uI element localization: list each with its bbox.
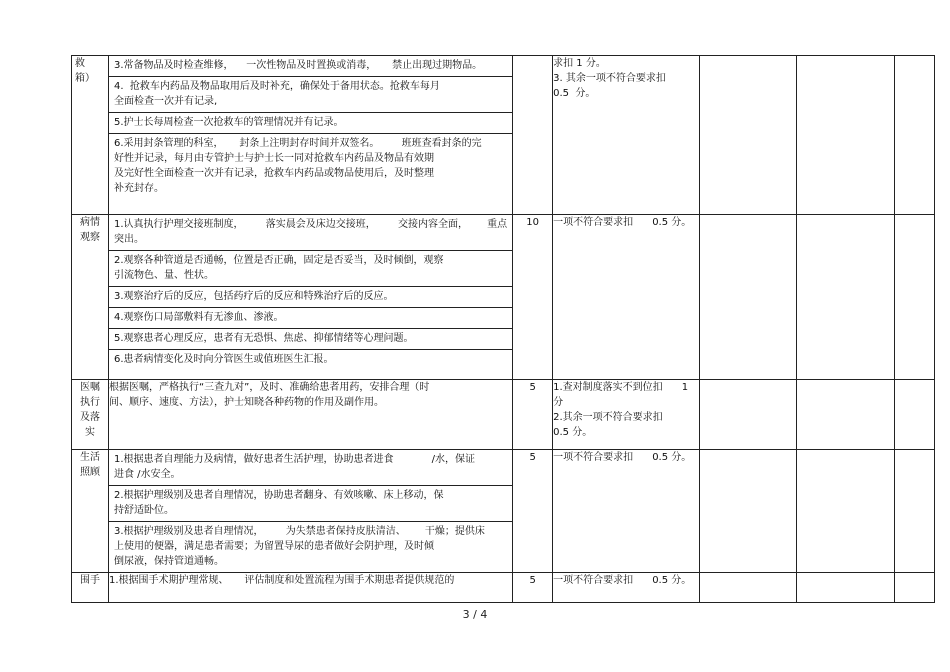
- blank-cell: [700, 215, 797, 380]
- score-cell: 5: [513, 380, 553, 450]
- item-line: 3.根据护理级别及患者自理情况， 为失禁患者保持皮肤清洁、 干燥；提供床: [114, 526, 485, 537]
- item-line: 根据医嘱，严格执行“三查九对”，及时、准确给患者用药，安排合理（时: [109, 382, 430, 393]
- blank-cell: [797, 56, 895, 215]
- item-line: 引流物色、量、性状。: [114, 270, 214, 281]
- standards-table: [71, 55, 935, 603]
- deduction-rule-cell: [553, 56, 700, 215]
- blank-cell: [797, 450, 895, 573]
- blank-cell: [895, 573, 935, 603]
- item-line: 1.认真执行护理交接班制度， 落实晨会及床边交接班， 交接内容全面， 重点: [114, 219, 508, 230]
- item-line: 2.观察各种管道是否通畅，位置是否正确，固定是否妥当，及时倾倒，观察: [114, 255, 444, 266]
- category-line: 箱）: [75, 73, 95, 84]
- score-cell: 5: [513, 573, 553, 603]
- item-line: 补充封存。: [114, 183, 164, 194]
- item-line: 4.观察伤口局部敷料有无渗血、渗液。: [114, 312, 284, 323]
- rule-line: 0.5 分。: [553, 88, 596, 99]
- item-line: 及完好性全面检查一次并有记录，抢救车内药品或物品使用后，及时整理: [114, 168, 434, 179]
- section-row: [72, 573, 935, 603]
- items-cell: [109, 380, 513, 450]
- rule-line: 3. 其余一项不符合要求扣: [553, 73, 666, 84]
- item: [109, 521, 512, 572]
- category-line: 医嘱: [80, 382, 100, 393]
- category-cell: [72, 215, 109, 380]
- item-line: 4. 抢救车内药品及物品取用后及时补充，确保处于备用状态。抢救车每月: [114, 81, 440, 92]
- item: [109, 76, 512, 112]
- item: [109, 250, 512, 286]
- category-line: 观察: [80, 232, 100, 243]
- score-cell: [513, 56, 553, 215]
- deduction-rule-cell: [553, 380, 700, 450]
- item: [109, 56, 512, 76]
- rule-line: 1.查对制度落实不到位扣 1: [553, 382, 689, 393]
- item: [109, 112, 512, 133]
- category-line: 及落: [80, 412, 100, 423]
- item: [109, 485, 512, 521]
- rule-line: 求扣 1 分。: [553, 58, 606, 69]
- item-line: 3.观察治疗后的反应，包括药疗后的反应和特殊治疗后的反应。: [114, 291, 394, 302]
- category-cell: [72, 56, 109, 215]
- items-cell: [109, 573, 513, 603]
- category-line: 生活: [80, 452, 100, 463]
- item: [109, 215, 512, 250]
- page-number: 3 / 4: [462, 608, 488, 621]
- category-cell: [72, 380, 109, 450]
- deduction-rule-cell: [553, 450, 700, 573]
- category-line: 病情: [80, 217, 100, 228]
- item-line: 持舒适卧位。: [114, 505, 174, 516]
- item-line: 上使用的便器，满足患者需要；为留置导尿的患者做好会阴护理，及时倾: [114, 541, 434, 552]
- item-line: 5.观察患者心理反应，患者有无恐惧、焦虑、抑郁情绪等心理问题。: [114, 333, 414, 344]
- blank-cell: [700, 380, 797, 450]
- item-line: 好性并记录，每月由专管护士与护士长一同对抢救车内药品及物品有效期: [114, 153, 434, 164]
- items-cell: [109, 450, 513, 573]
- category-line: 救: [75, 58, 85, 69]
- item-line: 进食 /水安全。: [114, 469, 181, 480]
- category-cell: [72, 573, 109, 603]
- rule-line: 0.5 分。: [553, 427, 593, 438]
- blank-cell: [700, 573, 797, 603]
- blank-cell: [895, 56, 935, 215]
- item-line: 2.根据护理级别及患者自理情况，协助患者翻身、有效咳嗽、床上移动，保: [114, 490, 444, 501]
- item: [109, 450, 512, 485]
- deduction-rule-cell: [553, 215, 700, 380]
- item-line: 3.常备物品及时检查维修， 一次性物品及时置换或消毒， 禁止出现过期物品。: [114, 60, 483, 71]
- category-cell: [72, 450, 109, 573]
- rule-line: 一项不符合要求扣 0.5 分。: [553, 452, 692, 463]
- item: [109, 286, 512, 307]
- rule-line: 一项不符合要求扣 0.5 分。: [553, 575, 692, 586]
- item: [109, 349, 512, 370]
- rule-line: 一项不符合要求扣 0.5 分。: [553, 217, 692, 228]
- section-row: [72, 450, 935, 573]
- item-line: 间、顺序、速度、方法），护士知晓各种药物的作用及副作用。: [109, 397, 384, 408]
- item-line: 倒尿液，保持管道通畅。: [114, 556, 224, 567]
- category-line: 围手: [80, 575, 100, 586]
- section-row: [72, 380, 935, 450]
- blank-cell: [797, 215, 895, 380]
- category-line: 执行: [80, 397, 100, 408]
- item-line: 1.根据围手术期护理常规、 评估制度和处置流程为围手术期患者提供规范的: [109, 575, 455, 586]
- item: [109, 307, 512, 328]
- item-line: 6.患者病情变化及时向分管医生或值班医生汇报。: [114, 354, 334, 365]
- blank-cell: [797, 573, 895, 603]
- category-line: 实: [85, 427, 95, 438]
- item-line: 6.采用封条管理的科室， 封条上注明封存时间并双签名。 班班查看封条的完: [114, 138, 482, 149]
- category-line: 照顾: [80, 467, 100, 478]
- section-row: [72, 56, 935, 215]
- deduction-rule-cell: [553, 573, 700, 603]
- item-line: 1.根据患者自理能力及病情，做好患者生活护理，协助患者进食 /水，保证: [114, 454, 476, 465]
- blank-cell: [895, 215, 935, 380]
- section-row: [72, 215, 935, 380]
- item-line: 5.护士长每周检查一次抢救车的管理情况并有记录。: [114, 117, 344, 128]
- item: [109, 133, 512, 199]
- item-line: 全面检查一次并有记录,: [114, 96, 218, 107]
- rule-line: 2.其余一项不符合要求扣: [553, 412, 663, 423]
- blank-cell: [700, 56, 797, 215]
- blank-cell: [895, 380, 935, 450]
- items-cell: [109, 56, 513, 215]
- rule-line: 分: [553, 397, 564, 408]
- blank-cell: [700, 450, 797, 573]
- blank-cell: [797, 380, 895, 450]
- score-cell: 5: [513, 450, 553, 573]
- score-cell: 10: [513, 215, 553, 380]
- item-line: 突出。: [114, 234, 144, 245]
- blank-cell: [895, 450, 935, 573]
- item: [109, 328, 512, 349]
- items-cell: [109, 215, 513, 380]
